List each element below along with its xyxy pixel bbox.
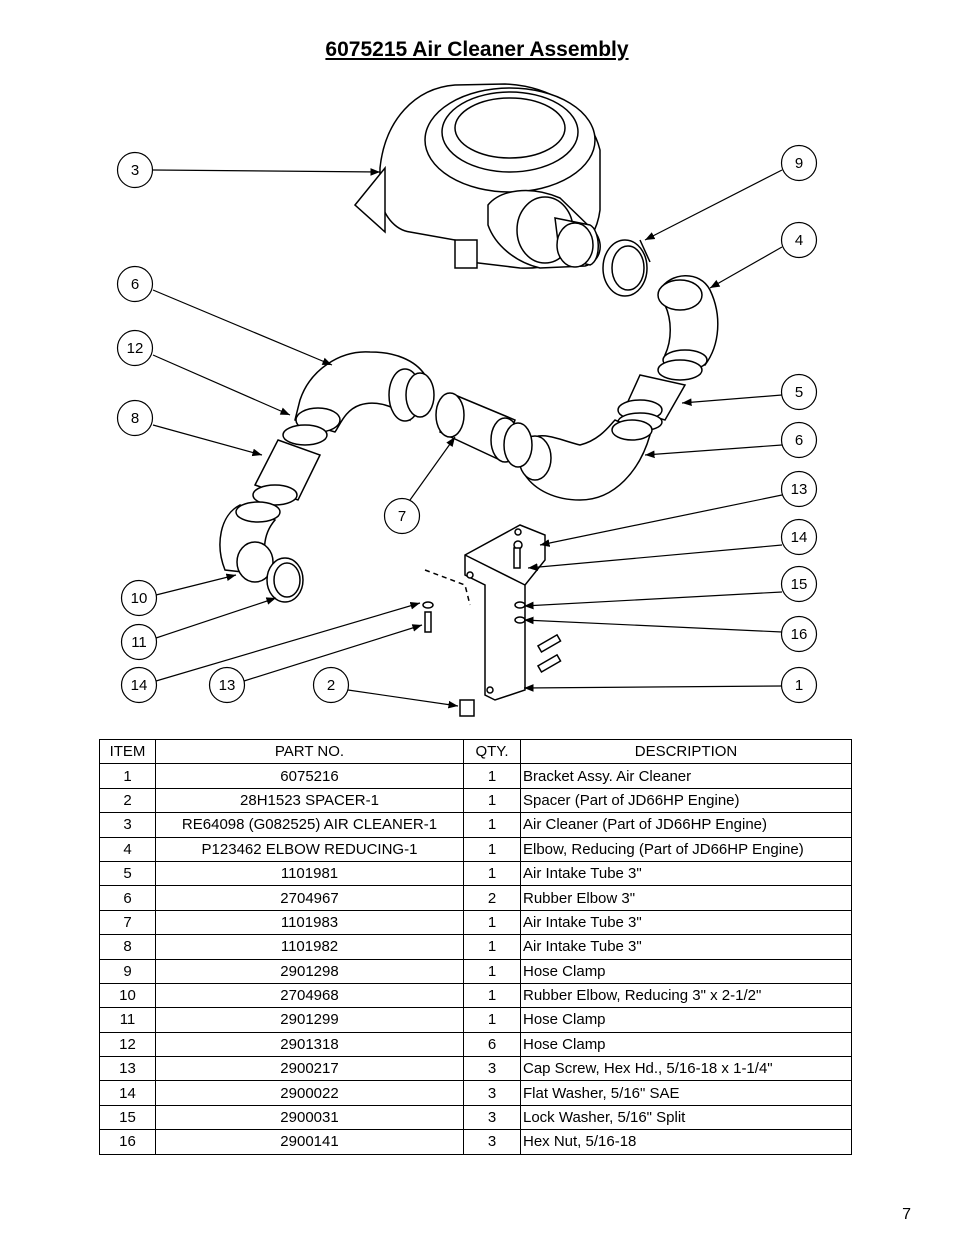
column-header-description: DESCRIPTION (521, 740, 852, 764)
column-header-item: ITEM (100, 740, 156, 764)
cell-part-no: 2704967 (156, 886, 464, 910)
air-cleaner-drawing (355, 84, 600, 268)
item-balloon (782, 617, 817, 652)
cell-qty: 3 (464, 1130, 521, 1154)
table-row (100, 1081, 852, 1105)
cell-item: 3 (100, 813, 156, 837)
svg-text:13: 13 (218, 677, 236, 694)
item-balloon (782, 223, 817, 258)
cell-part-no: 2704968 (156, 983, 464, 1007)
svg-text:5: 5 (794, 384, 804, 401)
item-balloon (782, 520, 817, 555)
cell-item: 1 (100, 764, 156, 788)
svg-text:6: 6 (130, 276, 140, 293)
item-balloon (782, 375, 817, 410)
cell-item: 2 (100, 788, 156, 812)
table-row (100, 910, 852, 934)
cell-description: Rubber Elbow 3" (521, 886, 852, 910)
table-row (100, 983, 852, 1007)
cell-qty: 1 (464, 959, 521, 983)
cell-item: 15 (100, 1105, 156, 1129)
svg-text:16: 16 (790, 626, 808, 643)
svg-text:7: 7 (397, 508, 407, 525)
parts-table-body (100, 764, 852, 1154)
svg-text:13: 13 (790, 481, 808, 498)
table-row (100, 935, 852, 959)
cell-description: Air Intake Tube 3" (521, 861, 852, 885)
column-header-part-no: PART NO. (156, 740, 464, 764)
cell-part-no: RE64098 (G082525) AIR CLEANER-1 (156, 813, 464, 837)
cell-qty: 1 (464, 1008, 521, 1032)
table-row (100, 861, 852, 885)
item-balloon (118, 401, 153, 436)
svg-text:11: 11 (131, 634, 147, 651)
cell-item: 12 (100, 1032, 156, 1056)
cell-part-no: 6075216 (156, 764, 464, 788)
cell-item: 9 (100, 959, 156, 983)
cell-description: Cap Screw, Hex Hd., 5/16-18 x 1-1/4" (521, 1057, 852, 1081)
rubber-elbow-6-left-drawing (295, 352, 434, 432)
table-row (100, 1057, 852, 1081)
svg-text:8: 8 (130, 410, 140, 427)
table-row (100, 837, 852, 861)
cell-part-no: 2900022 (156, 1081, 464, 1105)
cell-item: 14 (100, 1081, 156, 1105)
cell-qty: 1 (464, 910, 521, 934)
cell-item: 6 (100, 886, 156, 910)
item-balloon (782, 567, 817, 602)
intake-tube-7-drawing (436, 393, 532, 467)
cell-description: Lock Washer, 5/16" Split (521, 1105, 852, 1129)
svg-text:12: 12 (126, 340, 144, 357)
cell-part-no: 2900141 (156, 1130, 464, 1154)
svg-text:10: 10 (130, 590, 148, 607)
svg-text:15: 15 (790, 576, 808, 593)
cell-qty: 3 (464, 1105, 521, 1129)
cell-description: Hose Clamp (521, 959, 852, 983)
cell-qty: 1 (464, 935, 521, 959)
cell-qty: 1 (464, 788, 521, 812)
column-header-qty: QTY. (464, 740, 521, 764)
item-balloon (122, 668, 157, 703)
hose-clamp-9-drawing (603, 240, 650, 296)
svg-text:4: 4 (794, 232, 804, 249)
table-row (100, 1008, 852, 1032)
table-row (100, 1105, 852, 1129)
cell-description: Air Intake Tube 3" (521, 935, 852, 959)
reducing-elbow-4-drawing (658, 276, 718, 370)
cell-part-no: 2901298 (156, 959, 464, 983)
cell-part-no: 2901318 (156, 1032, 464, 1056)
rubber-elbow-6-right-drawing (519, 420, 652, 500)
cell-description: Flat Washer, 5/16" SAE (521, 1081, 852, 1105)
cell-description: Elbow, Reducing (Part of JD66HP Engine) (521, 837, 852, 861)
cell-item: 4 (100, 837, 156, 861)
svg-text:1: 1 (794, 677, 804, 694)
item-balloon (782, 668, 817, 703)
cell-item: 10 (100, 983, 156, 1007)
rubber-elbow-10-drawing (220, 502, 303, 602)
svg-text:6: 6 (794, 432, 804, 449)
cell-description: Air Intake Tube 3" (521, 910, 852, 934)
cell-qty: 1 (464, 861, 521, 885)
item-balloon (118, 153, 153, 188)
item-balloon (122, 581, 157, 616)
table-row (100, 813, 852, 837)
table-row (100, 764, 852, 788)
cell-qty: 1 (464, 837, 521, 861)
cell-description: Bracket Assy. Air Cleaner (521, 764, 852, 788)
table-row (100, 1032, 852, 1056)
item-balloon (782, 472, 817, 507)
page-title: 6075215 Air Cleaner Assembly (325, 38, 629, 61)
cell-description: Hose Clamp (521, 1008, 852, 1032)
cell-part-no: P123462 ELBOW REDUCING-1 (156, 837, 464, 861)
cell-description: Hose Clamp (521, 1032, 852, 1056)
cell-description: Hex Nut, 5/16-18 (521, 1130, 852, 1154)
table-row (100, 886, 852, 910)
cell-item: 16 (100, 1130, 156, 1154)
parts-table (99, 739, 852, 1155)
table-row (100, 1130, 852, 1154)
item-balloon (782, 146, 817, 181)
svg-text:9: 9 (794, 155, 804, 172)
item-balloon (118, 267, 153, 302)
cell-qty: 1 (464, 813, 521, 837)
cell-item: 5 (100, 861, 156, 885)
item-balloon (385, 499, 420, 534)
cell-qty: 3 (464, 1081, 521, 1105)
cell-part-no: 28H1523 SPACER-1 (156, 788, 464, 812)
table-row (100, 959, 852, 983)
item-balloon (314, 668, 349, 703)
cell-part-no: 1101983 (156, 910, 464, 934)
cell-description: Air Cleaner (Part of JD66HP Engine) (521, 813, 852, 837)
item-balloon (782, 423, 817, 458)
intake-tube-8-drawing (253, 425, 327, 505)
table-row (100, 788, 852, 812)
cell-item: 13 (100, 1057, 156, 1081)
svg-text:2: 2 (326, 677, 336, 694)
cell-qty: 1 (464, 764, 521, 788)
table-header-row (100, 740, 852, 764)
cell-part-no: 2901299 (156, 1008, 464, 1032)
cell-qty: 1 (464, 983, 521, 1007)
cell-qty: 3 (464, 1057, 521, 1081)
cell-part-no: 2900031 (156, 1105, 464, 1129)
cell-description: Rubber Elbow, Reducing 3" x 2-1/2" (521, 983, 852, 1007)
svg-text:3: 3 (130, 162, 140, 179)
page-number: 7 (902, 1206, 911, 1223)
item-balloon (122, 625, 157, 660)
cell-qty: 2 (464, 886, 521, 910)
cell-part-no: 1101982 (156, 935, 464, 959)
svg-text:14: 14 (790, 529, 808, 546)
cell-part-no: 2900217 (156, 1057, 464, 1081)
svg-text:14: 14 (130, 677, 148, 694)
item-balloon (210, 668, 245, 703)
cell-item: 7 (100, 910, 156, 934)
cell-part-no: 1101981 (156, 861, 464, 885)
cell-item: 11 (100, 1008, 156, 1032)
item-balloon (118, 331, 153, 366)
cell-item: 8 (100, 935, 156, 959)
cell-description: Spacer (Part of JD66HP Engine) (521, 788, 852, 812)
cell-qty: 6 (464, 1032, 521, 1056)
